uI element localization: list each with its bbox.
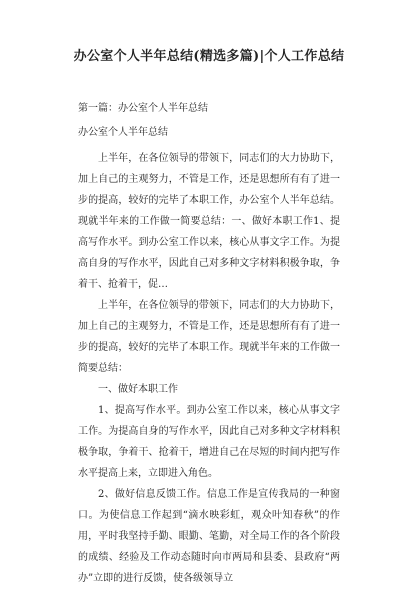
paragraph-3: 1、提高写作水平。到办公室工作以来，核心从事文字工作。为提高自身的写作水平，因此自己对多种文字材料积极争取，争着干、抢着干，增进自己在尽短的时间内把写作水平提高上来，立即进入角色。 <box>78 405 340 479</box>
paragraph-4: 2、做好信息反馈工作。信息工作是宣传我局的一种窗口。为使信息工作起到“滴水映彩虹，观众叶知春秋”的作用，平时我坚持手勤、眼勤、笔勤，对全局工作的各个阶段的成绩、经验及工作动态随时向市两局和县委、县政府“两办”立即的进行反馈，使各级领导立 <box>78 489 340 584</box>
document-title: 办公室个人半年总结(精选多篇)|个人工作总结 <box>73 49 345 64</box>
paragraph-1: 上半年，在各位领导的带领下，同志们的大力协助下，加上自己的主观努力，不管是工作，还是思想所有有了进一步的提高，较好的完毕了本职工作，办公室个人半年总结。现就半年来的工作做一简要总结：一、做好本职工作1、提高写作水平。到办公室工作以来，核心从事文字工作。为提高自身的写作水平，因此自己对多种文字材料积极争取，争着干、抢着干，促… <box>78 153 340 290</box>
heading-1: 一、做好本职工作 <box>98 384 178 395</box>
paragraph-2: 上半年，在各位领导的带领下，同志们的大力协助下，加上自己的主观努力，不管是工作，还是思想所有有了进一步的提高，较好的完毕了本职工作。现就半年来的工作做一简要总结： <box>78 300 340 374</box>
section-subtitle: 办公室个人半年总结 <box>78 127 168 138</box>
section-heading: 第一篇：办公室个人半年总结 <box>78 103 208 114</box>
